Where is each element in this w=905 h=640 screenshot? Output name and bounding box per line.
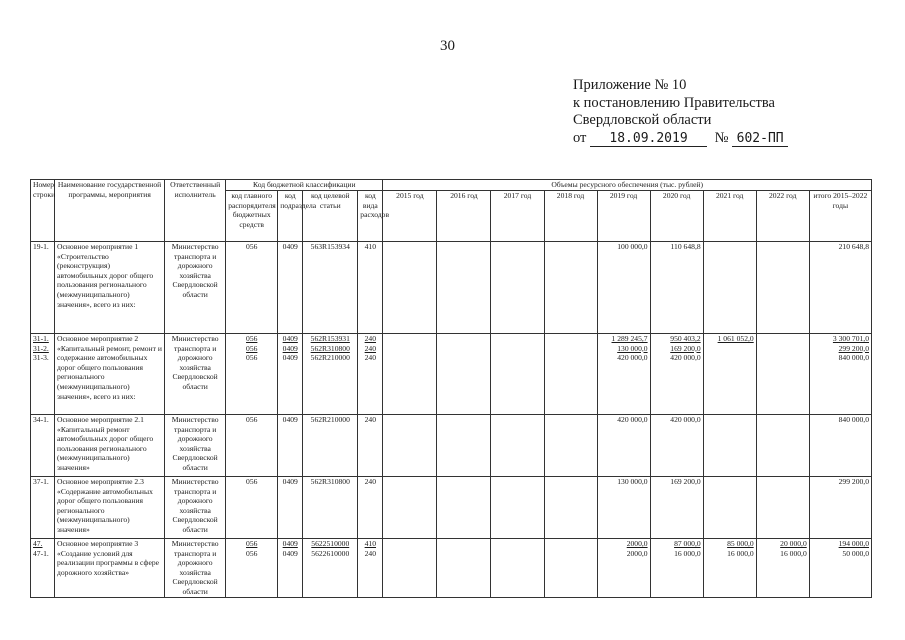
row-2020: 169 200,0 [670,343,701,353]
row-code-target: 563R153934 [310,242,350,251]
appendix-title: Приложение № 10 [573,77,687,93]
row-2015 [385,477,434,487]
row-responsible: Министерство транспорта и дорожного хозяйства Свердловской области [171,334,219,391]
row-code-target: 5622510000 [311,539,350,548]
row-2020: 110 648,8 [670,242,701,251]
row-name-cell [55,334,165,415]
row-2022 [759,415,807,425]
row-2021-cell [703,477,756,539]
row-code-section: 0409 [282,539,298,548]
row-name: Основное мероприятие 2 «Капитальный ремонт, ремонт и содержание автомобильных дорог общего пользования регионального (межмуниципального) значения», всего из них: [57,334,162,401]
row-number: 47. [33,539,43,548]
row-2015 [385,344,434,354]
row-code-main: 056 [246,548,258,558]
row-2017 [493,344,541,354]
row-2020: 950 403,2 [670,334,701,343]
table-row [31,334,872,415]
row-2015 [385,353,434,363]
table-row [31,477,872,539]
row-2017-cell [491,334,544,415]
row-number-cell [31,477,55,539]
resource-table [30,179,872,598]
header-budget-codes: Код бюджетной классификации [226,180,383,191]
row-2021 [706,242,754,252]
row-2016 [439,242,488,252]
row-2022-cell [756,415,809,477]
row-2018 [547,539,595,549]
appendix-decree: к постановлению Правительства [573,94,775,111]
row-total: 299 200,0 [838,477,869,486]
row-total: 50 000,0 [842,548,869,558]
row-2017 [493,334,541,344]
row-2019: 100 000,0 [617,242,648,251]
row-code-main-cell [226,539,278,598]
row-code-target: 562R310800 [310,477,350,486]
table-row [31,242,872,334]
page-number: 30 [440,38,455,54]
appendix-date-line [573,130,788,148]
row-code-main-cell [226,242,278,334]
row-name-cell [55,477,165,539]
row-2016 [439,334,488,344]
row-2022-cell [756,242,809,334]
row-code-section: 0409 [282,353,298,363]
row-2021 [706,353,754,363]
row-2019-cell [597,539,650,598]
row-name: Основное мероприятие 2.3 «Содержание автомобильных дорог общего пользования регионального (межмуниципального) значения» [57,477,153,534]
row-2016 [439,415,488,425]
row-number-cell [31,415,55,477]
row-2018 [547,415,595,425]
row-2017-cell [491,539,544,598]
row-number: 34-1. [33,415,49,424]
row-code-main-cell [226,477,278,539]
row-2015-cell [383,242,437,334]
row-code-type-cell [358,477,383,539]
row-code-section-cell [278,477,303,539]
row-2021 [706,477,754,487]
row-total: 840 000,0 [838,353,869,363]
row-2022-cell [756,477,809,539]
row-code-type-cell [358,334,383,415]
header-name: Наименование государственной программы, мероприятия [55,180,165,242]
table-row [31,415,872,477]
row-2019: 420 000,0 [617,353,648,363]
row-2018-cell [544,415,597,477]
row-2022 [759,353,807,363]
row-code-type: 240 [364,343,377,353]
row-2015 [385,549,434,559]
row-number: 31-3. [33,353,49,363]
row-2022 [759,242,807,252]
header-2017: 2017 год [491,191,544,242]
row-2022 [759,344,807,354]
row-total: 299 200,0 [838,343,869,353]
header-code-section: код подраздела [278,191,303,242]
row-2016 [439,344,488,354]
header-responsible: Ответственный исполнитель [165,180,226,242]
header-2018: 2018 год [544,191,597,242]
row-responsible: Министерство транспорта и дорожного хозяйства Свердловской области [171,242,219,299]
row-code-section-cell [278,415,303,477]
row-2021: 1 061 052,0 [717,334,754,343]
row-responsible: Министерство транспорта и дорожного хозяйства Свердловской области [171,477,219,534]
row-code-section: 0409 [282,477,298,486]
row-2021-cell [703,334,756,415]
row-2015-cell [383,415,437,477]
row-2018 [547,549,595,559]
header-2016: 2016 год [437,191,491,242]
row-2017 [493,477,541,487]
row-code-section: 0409 [282,334,298,343]
row-2020: 16 000,0 [674,548,701,558]
appendix-header [573,77,788,147]
row-2020-cell [650,539,703,598]
row-2018 [547,242,595,252]
row-2021-cell [703,242,756,334]
row-code-type: 410 [364,539,377,548]
row-2020-cell [650,334,703,415]
row-2016-cell [437,242,491,334]
row-code-target-cell [303,415,358,477]
row-2020: 87 000,0 [674,539,701,548]
row-code-type-cell [358,415,383,477]
header-row-number: Номер строки [31,180,55,242]
row-2016 [439,477,488,487]
row-2018 [547,334,595,344]
row-total: 194 000,0 [838,539,869,548]
row-2019-cell [597,415,650,477]
row-code-main-cell [226,334,278,415]
decree-date: 18.09.2019 [590,132,707,147]
row-2022 [759,477,807,487]
row-code-main: 056 [246,343,258,353]
row-number: 37-1. [33,477,49,486]
row-2018 [547,353,595,363]
row-2017 [493,415,541,425]
row-code-type: 240 [364,477,377,486]
row-code-section-cell [278,539,303,598]
row-number-cell [31,334,55,415]
row-number-cell [31,242,55,334]
row-code-target: 562R210000 [310,353,350,363]
header-2019: 2019 год [597,191,650,242]
row-code-type: 240 [364,334,377,343]
header-total: итого 2015–2022 годы [809,191,871,242]
header-2022: 2022 год [756,191,809,242]
row-code-main: 056 [246,242,258,251]
row-code-section: 0409 [282,343,298,353]
row-code-type-cell [358,242,383,334]
row-2016-cell [437,539,491,598]
row-2015 [385,539,434,549]
row-2015 [385,334,434,344]
row-number: 31-1. [33,334,49,343]
appendix-region: Свердловской области [573,112,712,128]
row-2017 [493,242,541,252]
row-2020-cell [650,477,703,539]
row-number-cell [31,539,55,598]
row-2021 [706,344,754,354]
row-2019-cell [597,334,650,415]
row-2017 [493,539,541,549]
row-name-cell [55,242,165,334]
row-code-main: 056 [246,477,258,486]
row-total: 210 648,8 [838,242,869,251]
row-total-cell [809,242,871,334]
row-2022: 16 000,0 [780,548,807,558]
row-2018-cell [544,334,597,415]
row-responsible: Министерство транспорта и дорожного хозяйства Свердловской области [171,415,219,472]
row-number: 31-2. [33,343,49,353]
row-2016 [439,353,488,363]
row-2016-cell [437,415,491,477]
row-2015-cell [383,334,437,415]
row-responsible-cell [165,334,226,415]
row-2022-cell [756,539,809,598]
header-2015: 2015 год [383,191,437,242]
header-code-type: код вида расходов [358,191,383,242]
row-2019: 130 000,0 [617,477,648,486]
row-code-main-cell [226,415,278,477]
row-2017 [493,549,541,559]
row-2018 [547,477,595,487]
row-2022 [759,334,807,344]
row-total-cell [809,477,871,539]
row-code-target: 562R153931 [310,334,350,343]
row-responsible-cell [165,477,226,539]
row-2020: 169 200,0 [670,477,701,486]
row-2019: 420 000,0 [617,415,648,424]
row-2019-cell [597,477,650,539]
row-code-target: 5622610000 [311,548,350,558]
header-volumes: Объемы ресурсного обеспечения (тыс. рублей) [383,180,872,191]
row-code-main: 056 [246,415,258,424]
row-responsible-cell [165,415,226,477]
row-code-type: 240 [364,415,377,424]
row-code-section: 0409 [282,548,298,558]
row-2019: 1 289 245,7 [611,334,648,343]
row-2015 [385,415,434,425]
row-2021 [706,415,754,425]
header-code-target: код целевой статьи [303,191,358,242]
row-2020-cell [650,242,703,334]
number-label: № [714,129,729,146]
row-code-main: 056 [246,334,258,343]
decree-number: 602-ПП [732,132,788,147]
row-2017 [493,353,541,363]
row-total: 3 300 701,0 [832,334,869,343]
row-2021: 16 000,0 [727,548,754,558]
row-2016-cell [437,334,491,415]
row-code-type: 240 [364,353,377,363]
header-2020: 2020 год [650,191,703,242]
row-2019: 2000,0 [626,548,648,558]
row-total-cell [809,539,871,598]
row-2020: 420 000,0 [670,353,701,363]
row-2016 [439,539,488,549]
row-code-target: 562R210000 [310,415,350,424]
row-name: Основное мероприятие 1 «Строительство (реконструкция) автомобильных дорог общего пользования регионального (межмуниципального) значения», всего из них: [57,242,154,309]
row-2015 [385,242,434,252]
row-2018-cell [544,477,597,539]
row-code-section: 0409 [282,242,298,251]
row-code-type: 240 [364,548,377,558]
row-2018-cell [544,539,597,598]
row-2015-cell [383,477,437,539]
row-2022: 20 000,0 [780,539,807,548]
row-code-section-cell [278,334,303,415]
table-row [31,539,872,598]
row-code-type-cell [358,539,383,598]
row-2017-cell [491,242,544,334]
row-2021: 85 000,0 [727,539,754,548]
row-2018-cell [544,242,597,334]
row-2019-cell [597,242,650,334]
row-responsible-cell [165,539,226,598]
row-number: 47-1. [33,548,49,558]
row-2017-cell [491,415,544,477]
row-2015-cell [383,539,437,598]
row-code-section-cell [278,242,303,334]
header-2021: 2021 год [703,191,756,242]
row-code-target-cell [303,334,358,415]
row-2017-cell [491,477,544,539]
row-code-target-cell [303,539,358,598]
row-total-cell [809,415,871,477]
row-2016 [439,549,488,559]
row-2020-cell [650,415,703,477]
row-name: Основное мероприятие 3 «Создание условий для реализации программы в сфере дорожного хозяйства» [57,539,159,577]
row-code-main: 056 [246,353,258,363]
row-code-target-cell [303,477,358,539]
row-2020: 420 000,0 [670,415,701,424]
row-name: Основное мероприятие 2.1 «Капитальный ремонт автомобильных дорог общего пользования регионального (межмуниципального) значения» [57,415,154,472]
header-code-main: код главного распорядителя бюджетных средств [226,191,278,242]
row-total-cell [809,334,871,415]
row-code-section: 0409 [282,415,298,424]
row-2018 [547,344,595,354]
row-2021-cell [703,539,756,598]
row-name-cell [55,539,165,598]
row-code-target-cell [303,242,358,334]
row-code-target: 562R310800 [310,343,350,353]
row-responsible-cell [165,242,226,334]
row-code-type: 410 [364,242,377,251]
row-2022-cell [756,334,809,415]
row-code-main: 056 [246,539,258,548]
row-2019: 2000,0 [626,539,648,548]
row-2021-cell [703,415,756,477]
row-name-cell [55,415,165,477]
row-total: 840 000,0 [838,415,869,424]
row-responsible: Министерство транспорта и дорожного хозяйства Свердловской области [171,539,219,596]
row-2016-cell [437,477,491,539]
row-2019: 130 000,0 [617,343,648,353]
from-label: от [573,129,587,146]
row-number: 19-1. [33,242,49,251]
